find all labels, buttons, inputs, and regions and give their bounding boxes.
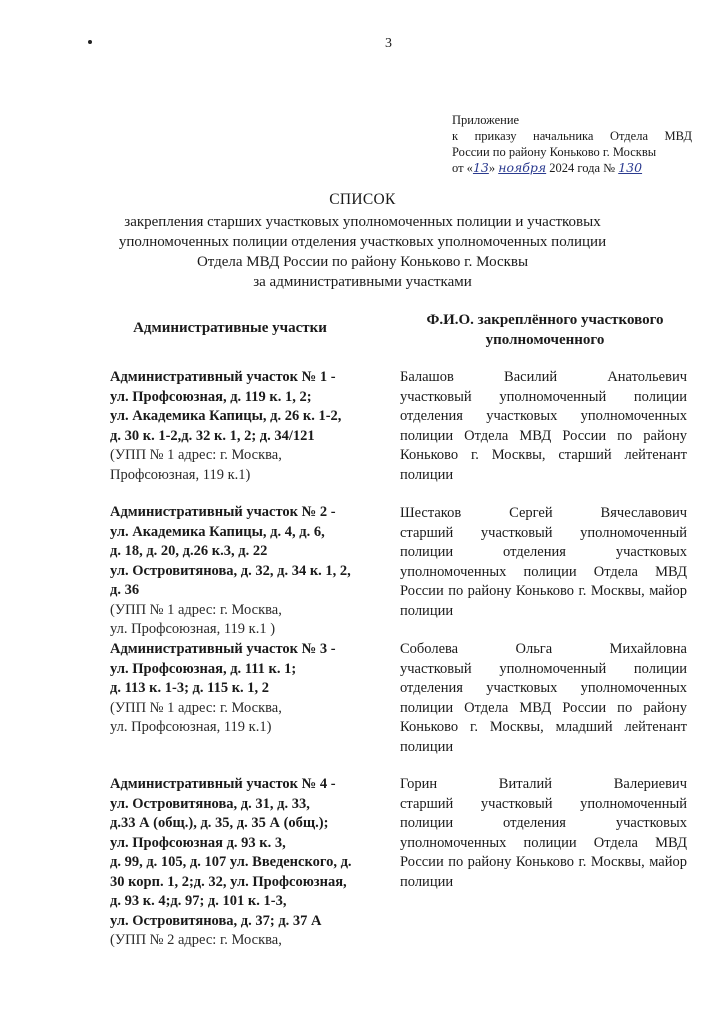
officer-name: Горин Виталий Валериевич <box>400 776 687 792</box>
officer-name: Шестаков Сергей Вячеславович <box>400 505 687 521</box>
officer-description: участковый уполномоченный полиции отделения участковых уполномоченных полиции Отдела МВД России по району Коньково г. Москвы, младший лейтенант полиции <box>400 660 687 755</box>
appendix-block <box>452 112 692 176</box>
district-line: д. 18, д. 20, д.26 к.3, д. 22 <box>110 543 268 559</box>
district-block <box>110 368 395 485</box>
appendix-department: России по району Коньково г. Москвы <box>452 145 657 159</box>
district-line: Административный участок № 4 - <box>110 776 336 792</box>
order-date-line <box>452 160 692 176</box>
officer-description: участковый уполномоченный полиции отделения участковых уполномоченных полиции Отдела МВД России по району Коньково г. Москвы, старший лейтенант полиции <box>400 388 687 483</box>
district-address: Профсоюзная, 119 к.1) <box>110 466 251 483</box>
district-line: д. 99, д. 105, д. 107 ул. Введенского, д. <box>110 854 352 870</box>
district-address: ул. Профсоюзная, 119 к.1 ) <box>110 621 276 637</box>
order-mid: » <box>488 161 499 175</box>
order-day: 13 <box>472 160 489 175</box>
appendix-order-ref: к приказу начальника Отдела МВД <box>452 129 692 143</box>
order-prefix: от « <box>452 161 473 175</box>
district-line: ул. Академика Капицы, д. 26 к. 1-2, <box>110 408 342 424</box>
officer-description: старший участковый уполномоченный полиции отделения участковых уполномоченных полиции Отдела МВД России по району Коньково г. Москвы, майор полиции <box>400 795 687 890</box>
page-number: 3 <box>385 36 392 51</box>
district-address: (УПП № 2 адрес: г. Москва, <box>110 932 282 948</box>
district-block <box>110 775 395 951</box>
district-address: ул. Профсоюзная, 119 к.1) <box>110 719 272 735</box>
district-address: (УПП № 1 адрес: г. Москва, <box>110 699 282 716</box>
officer-name: Балашов Василий Анатольевич <box>400 369 687 385</box>
district-line: ул. Профсоюзная, д. 119 к. 1, 2; <box>110 388 312 405</box>
district-line: д. 36 <box>110 582 140 598</box>
district-line: ул. Островитянова, д. 32, д. 34 к. 1, 2, <box>110 562 351 579</box>
district-block <box>110 503 395 640</box>
document-title <box>80 190 645 292</box>
district-address: (УПП № 1 адрес: г. Москва, <box>110 601 282 618</box>
district-line: ул. Профсоюзная, д. 111 к. 1; <box>110 660 297 677</box>
district-line: ул. Академика Капицы, д. 4, д. 6, <box>110 523 325 540</box>
officer-block <box>400 775 687 892</box>
scan-dot <box>88 40 92 44</box>
title-line: уполномоченных полиции отделения участковых уполномоченных полиции <box>118 234 607 250</box>
officer-block <box>400 368 687 485</box>
district-block <box>110 640 395 738</box>
appendix-title: Приложение <box>452 113 520 127</box>
title-line: за административными участками <box>253 274 472 290</box>
column-header-officers: Ф.И.О. закреплённого участкового уполномоченного <box>426 312 664 348</box>
district-line: д. 30 к. 1-2,д. 32 к. 1, 2; д. 34/121 <box>110 427 315 444</box>
district-line: Административный участок № 2 - <box>110 504 336 520</box>
officer-name: Соболева Ольга Михайловна <box>400 641 687 657</box>
district-line: ул. Профсоюзная д. 93 к. 3, <box>110 834 286 851</box>
district-line: Административный участок № 3 - <box>110 641 336 657</box>
order-month: ноября <box>498 160 547 175</box>
title-line: Отдела МВД России по району Коньково г. Москвы <box>196 254 529 270</box>
order-year: 2024 года № <box>546 161 619 175</box>
officer-block <box>400 640 687 757</box>
title-line: закрепления старших участковых уполномоченных полиции и участковых <box>124 214 601 230</box>
district-line: ул. Островитянова, д. 37; д. 37 А <box>110 912 322 929</box>
district-line: Административный участок № 1 - <box>110 369 336 385</box>
column-header-districts: Административные участки <box>133 320 327 336</box>
officer-description: старший участковый уполномоченный полиции отделения участковых уполномоченных полиции Отдела МВД России по району Коньково г. Москвы, майор полиции <box>400 524 687 619</box>
district-line: 30 корп. 1, 2;д. 32, ул. Профсоюзная, <box>110 873 347 890</box>
district-line: д. 113 к. 1-3; д. 115 к. 1, 2 <box>110 680 270 696</box>
order-number: 130 <box>618 160 643 175</box>
district-line: ул. Островитянова, д. 31, д. 33, <box>110 795 310 812</box>
district-line: д.33 А (общ.), д. 35, д. 35 А (общ.); <box>110 815 329 831</box>
district-line: д. 93 к. 4;д. 97; д. 101 к. 1-3, <box>110 893 287 909</box>
district-address: (УПП № 1 адрес: г. Москва, <box>110 447 282 463</box>
officer-block <box>400 504 687 621</box>
title-heading: СПИСОК <box>329 191 396 208</box>
